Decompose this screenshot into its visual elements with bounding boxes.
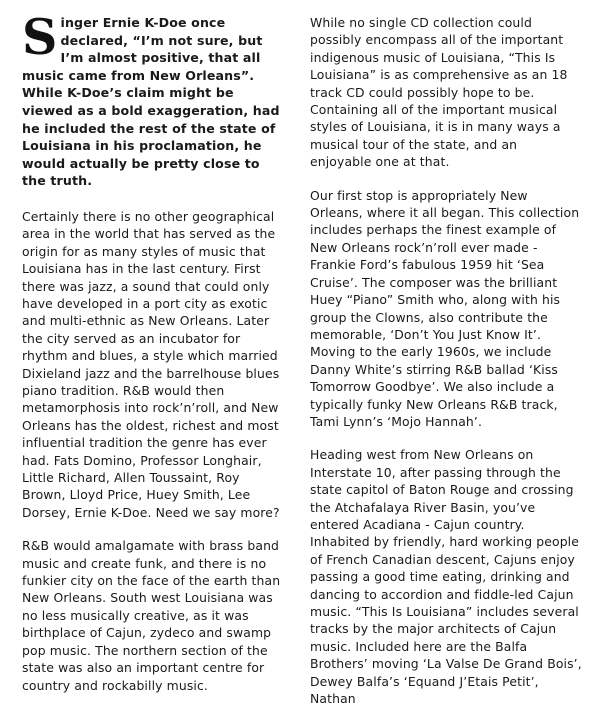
right-column <box>310 14 582 707</box>
right-paragraph-2: Our first stop is appropriately New Orleans, where it all began. This collection includes perhaps the finest example of New Orleans rock’n’roll ever made - Frankie Ford’s fabulous 1959 hit ‘Sea Cruise’. The composer was the brilliant Huey “Piano” Smith who, along with his group the Clowns, also contribute the memorable, ‘Don’t You Just Know It’. Moving to the early 1960s, we include Danny White’s stirring R&B ballad ‘Kiss Tomorrow Goodbye’. We also include a typically funky New Orleans R&B track, Tami Lynn’s ‘Mojo Hannah’. <box>310 187 580 429</box>
right-paragraph-3: Heading west from New Orleans on Interstate 10, after passing through the state capitol of Baton Rouge and crossing the Atchafalaya River Basin, you’ve entered Acadiana - Cajun country. Inhabited by friendly, hard working people of French Canadian descent, Cajuns enjoy passing a good time eating, drinking and dancing to accordion and fiddle-led Cajun music. “This Is Louisiana” includes several tracks by the major architects of Cajun music. Included here are the Balfa Brothers’ moving ‘La Valse De Grand Bois’, Dewey Balfa’s ‘Equand J’Etais Petit’, Nathan <box>310 447 582 707</box>
left-paragraph-2: R&B would amalgamate with brass band music and create funk, and there is no funkier city on the face of the earth than New Orleans. South west Louisiana was no less musically creative, as it was birthplace of Cajun, zydeco and swamp pop music. The northern section of the state was also an important centre for country and rockabilly music. <box>22 538 281 693</box>
left-paragraph-1: Certainly there is no other geographical area in the world that has served as the origin for as many styles of music that Louisiana has in the last century. First there was jazz, a sound that could only have developed in a port city as exotic and multi-ethnic as New Orleans. Later the city served as an incubator for rhythm and blues, a style which married Dixieland jazz and the barrelhouse blues piano tradition. R&B would then metamorphosis into rock’n’roll, and New Orleans has the oldest, richest and most influential tradition the genre has ever had. Fats Domino, Professor Longhair, Little Richard, Allen Toussaint, Roy Brown, Lloyd Price, Huey Smith, Lee Dorsey, Ernie K-Doe. Need we say more? <box>22 208 280 520</box>
intro-paragraph <box>22 8 286 190</box>
two-column-layout <box>22 8 586 710</box>
right-paragraph-1: While no single CD collection could possibly encompass all of the important indigenous music of Louisiana, “This Is Louisiana” is as comprehensive as an 18 track CD could possibly hope to be. Containing all of the important musical styles of Louisiana, it is in many ways a musical tour of the state, and an enjoyable one at that. <box>310 15 568 170</box>
intro-text: inger Ernie K-Doe once declared, “I’m not sure, but I’m almost positive, that all music came from New Orleans”. While K-Doe’s claim might be viewed as a bold exaggeration, had he included the rest of the state of Louisiana in his proclamation, he would actually be pretty close to the truth. <box>22 15 280 189</box>
left-column <box>22 8 286 710</box>
drop-cap: S <box>22 8 58 66</box>
